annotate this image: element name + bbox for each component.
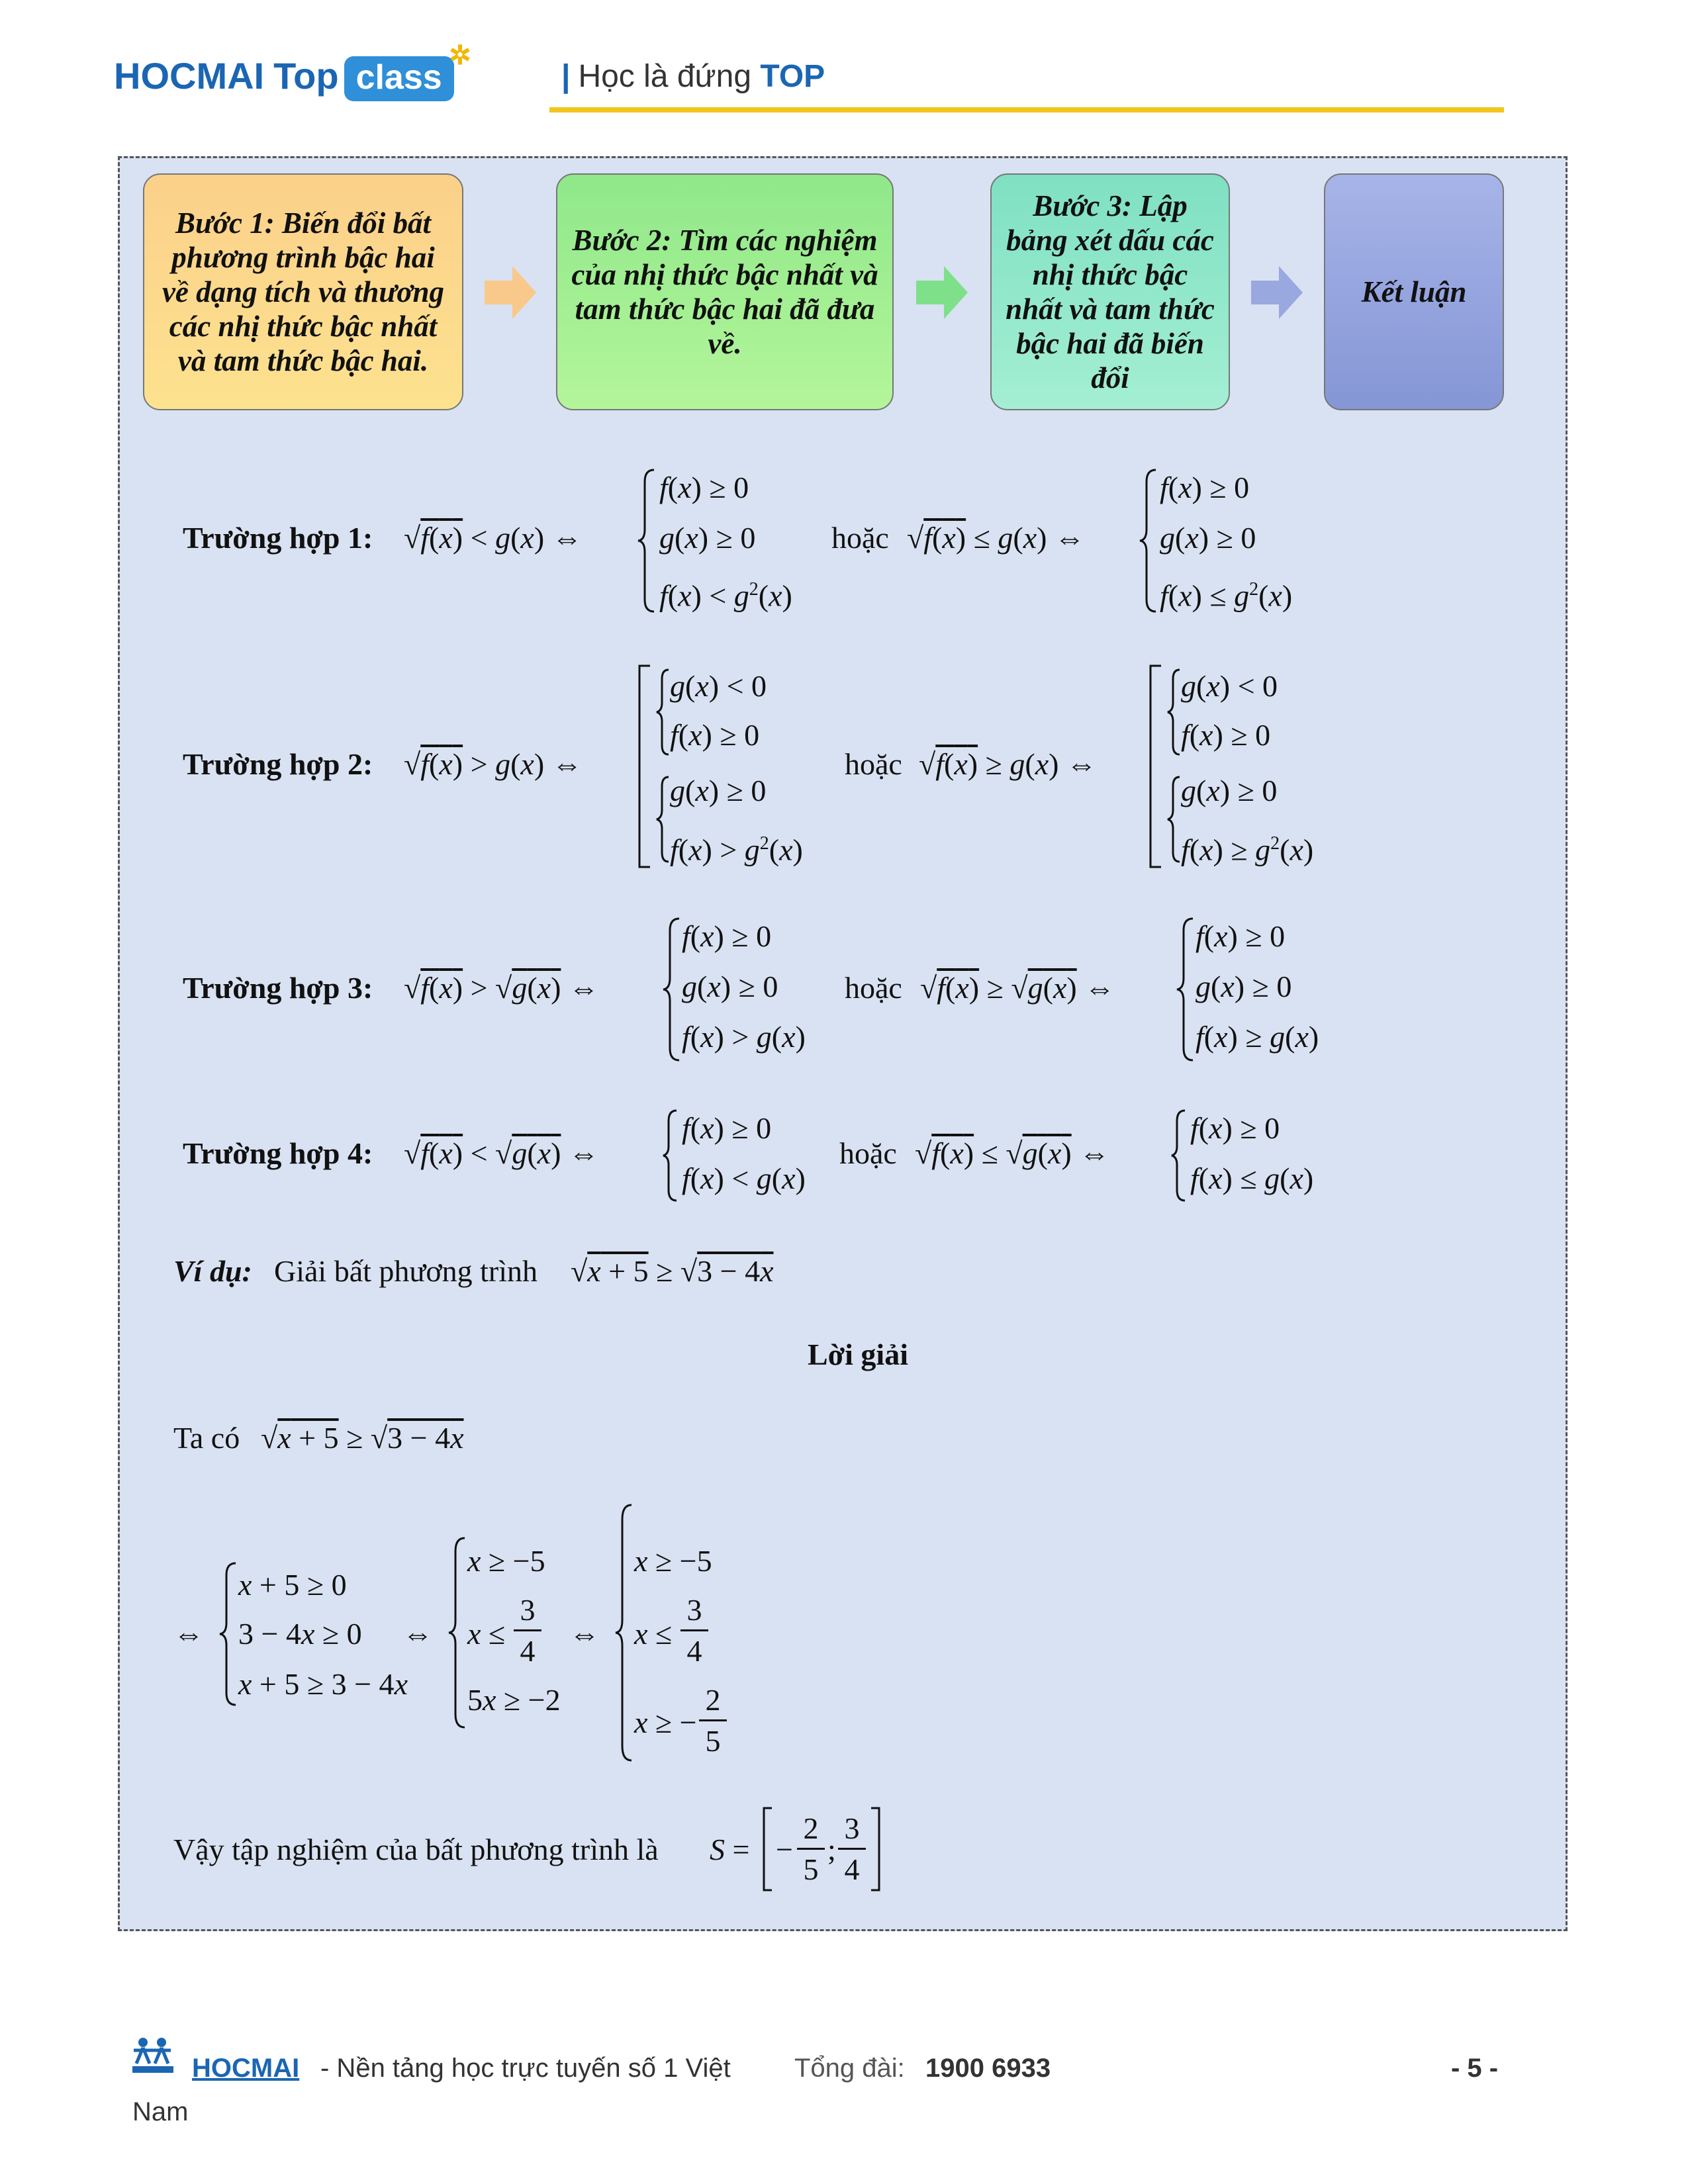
case-3-sys-line: g(x) ≥ 0 (1196, 970, 1292, 1003)
brace (1166, 776, 1182, 863)
case-1-lhs: √f(x) < g(x) ⇔ (404, 521, 583, 555)
brace (655, 776, 671, 863)
sun-icon: ✲ (449, 41, 471, 70)
example-inequality: √x + 5 ≥ √3 − 4x (571, 1254, 774, 1288)
page-number: - 5 - (1451, 2054, 1499, 2083)
solution-line: x ≥ −5 (634, 1544, 712, 1578)
separator: ; (827, 1833, 836, 1866)
slogan: | Học là đứng TOP (561, 59, 825, 94)
case-2-sys-line: g(x) < 0 (1181, 669, 1278, 703)
flow-step-4: Kết luận (1324, 173, 1504, 410)
ta-co-inequality: √x + 5 ≥ √3 − 4x (261, 1421, 464, 1455)
conclusion-text: Vậy tập nghiệm của bất phương trình là (173, 1833, 659, 1866)
fraction-bar (699, 1719, 727, 1721)
case-2-sys-line: f(x) ≥ 0 (670, 718, 760, 752)
bracket (868, 1807, 882, 1891)
brace (637, 469, 657, 613)
case-3-sys-line: f(x) ≥ g(x) (1196, 1020, 1319, 1054)
flow-step-3: Bước 3: Lập bảng xét dấu các nhị thức bậc nhất và tam thức bậc hai đã biến đổi (990, 173, 1230, 410)
solution-line: x ≤ (634, 1617, 673, 1651)
case-1-sys-line: f(x) ≥ 0 (659, 471, 749, 504)
equivalent-sign: ⇔ (173, 1617, 204, 1651)
fraction-bar (797, 1848, 825, 1850)
case-2-sys-line: f(x) ≥ 0 (1181, 718, 1271, 752)
fraction-numerator: 2 (803, 1811, 819, 1845)
solution-line: x + 5 ≥ 0 (238, 1568, 347, 1602)
case-3-sys-line: f(x) ≥ 0 (682, 919, 772, 953)
case-4-lhs: √f(x) < √g(x) ⇔ (404, 1136, 599, 1170)
fraction-numerator: 3 (844, 1811, 860, 1845)
bracket (1148, 664, 1164, 870)
arrow-right-icon (916, 266, 968, 319)
header-divider (549, 107, 1504, 113)
case-1-sys-line: $f(x) < g^2(x)$ (659, 578, 792, 613)
example-label: Ví dụ: (173, 1254, 252, 1288)
arrow-right-icon (1251, 266, 1303, 319)
case-2-lhs: √f(x) > g(x) ⇔ (404, 747, 583, 781)
case-3-sys-line: g(x) ≥ 0 (682, 970, 778, 1003)
brace (1176, 917, 1196, 1062)
solution-set-label: S = (710, 1833, 750, 1866)
case-4-sys-line: f(x) ≥ 0 (1190, 1111, 1280, 1145)
flow-step-2: Bước 2: Tìm các nghiệm của nhị thức bậc nhất và tam thức bậc hai đã đưa về. (556, 173, 894, 410)
case-3-label: Trường hợp 3: (183, 971, 373, 1005)
fraction-numerator: 3 (520, 1593, 536, 1627)
case-4-rhs: √f(x) ≤ √g(x) ⇔ (915, 1136, 1110, 1170)
brace (655, 668, 671, 756)
case-3-sys-line: f(x) ≥ 0 (1196, 919, 1286, 953)
case-1-sys-line: g(x) ≥ 0 (1160, 521, 1256, 555)
equivalent-sign: ⇔ (569, 1617, 600, 1651)
fraction-denominator: 5 (705, 1724, 721, 1758)
brace (218, 1562, 238, 1706)
brace (1170, 1109, 1188, 1202)
solution-title: Lời giải (808, 1338, 908, 1371)
fraction-denominator: 4 (520, 1634, 536, 1668)
case-4-label: Trường hợp 4: (183, 1136, 373, 1170)
solution-line: x ≤ (467, 1617, 506, 1651)
fraction-bar (514, 1629, 541, 1631)
fraction-numerator: 2 (705, 1683, 721, 1717)
fraction-numerator: 3 (686, 1593, 702, 1627)
case-1-rhs: √f(x) ≤ g(x) ⇔ (907, 521, 1085, 555)
case-1-sys-line: g(x) ≥ 0 (659, 521, 756, 555)
solution-line: x + 5 ≥ 3 − 4x (238, 1667, 408, 1701)
arrow-right-icon (485, 266, 536, 319)
minus-sign: − (776, 1833, 793, 1866)
fraction-denominator: 4 (844, 1852, 860, 1886)
example-text: Giải bất phương trình (274, 1254, 538, 1288)
brace (447, 1537, 467, 1729)
footer-brand-link[interactable]: HOCMAI (192, 2054, 300, 2083)
footer-text-wrap: Nam (132, 2097, 189, 2126)
brace (1166, 668, 1182, 756)
flow-step-1: Bước 1: Biến đổi bất phương trình bậc hai về dạng tích và thương các nhị thức bậc nhất và tam thức bậc hai. (143, 173, 463, 410)
case-1-sys-line: $f(x) \le g^2(x)$ (1160, 578, 1293, 613)
fraction-denominator: 4 (686, 1634, 702, 1668)
hocmai-logo-icon (130, 2036, 176, 2075)
or-word: hoặc (845, 971, 902, 1005)
case-3-sys-line: f(x) > g(x) (682, 1020, 806, 1054)
hocmai-topclass-logo: HOCMAI Top class ✲ (114, 54, 454, 101)
solution-line: 5x ≥ −2 (467, 1683, 561, 1717)
fraction-bar (680, 1629, 708, 1631)
footer-text: - Nền tảng học trực tuyến số 1 Việt (320, 2054, 731, 2083)
case-4-sys-line: f(x) < g(x) (682, 1161, 806, 1195)
bracket (637, 664, 653, 870)
brace (614, 1504, 634, 1762)
case-3-lhs: √f(x) > √g(x) ⇔ (404, 971, 599, 1005)
content-frame (118, 156, 1568, 1931)
solution-line: 3 − 4x ≥ 0 (238, 1617, 362, 1651)
case-2-sys-line: g(x) < 0 (670, 669, 767, 703)
or-word: hoặc (831, 521, 889, 555)
footer-hotline-label: Tổng đài: (794, 2054, 905, 2083)
bracket (761, 1807, 774, 1891)
or-word: hoặc (845, 747, 902, 781)
ta-co-label: Ta có (173, 1421, 240, 1455)
case-1-label: Trường hợp 1: (183, 521, 373, 555)
or-word: hoặc (839, 1136, 897, 1170)
solution-line: x ≥ − (634, 1706, 697, 1739)
case-3-rhs: √f(x) ≥ √g(x) ⇔ (920, 971, 1115, 1005)
brace (1139, 469, 1158, 613)
case-2-sys-line: $f(x) > g^2(x)$ (670, 833, 803, 867)
case-2-sys-line: g(x) ≥ 0 (670, 774, 767, 807)
solution-line: x ≥ −5 (467, 1544, 545, 1578)
case-1-sys-line: f(x) ≥ 0 (1160, 471, 1250, 504)
case-4-sys-line: f(x) ≥ 0 (682, 1111, 772, 1145)
brace (662, 917, 682, 1062)
case-2-rhs: √f(x) ≥ g(x) ⇔ (919, 747, 1097, 781)
fraction-bar (838, 1848, 866, 1850)
brace (662, 1109, 679, 1202)
fraction-denominator: 5 (803, 1852, 819, 1886)
case-2-label: Trường hợp 2: (183, 747, 373, 781)
case-4-sys-line: f(x) ≤ g(x) (1190, 1161, 1314, 1195)
footer-hotline: 1900 6933 (925, 2054, 1051, 2083)
case-2-sys-line: g(x) ≥ 0 (1181, 774, 1278, 807)
case-2-sys-line: $f(x) \ge g^2(x)$ (1181, 833, 1314, 867)
equivalent-sign: ⇔ (402, 1617, 433, 1651)
